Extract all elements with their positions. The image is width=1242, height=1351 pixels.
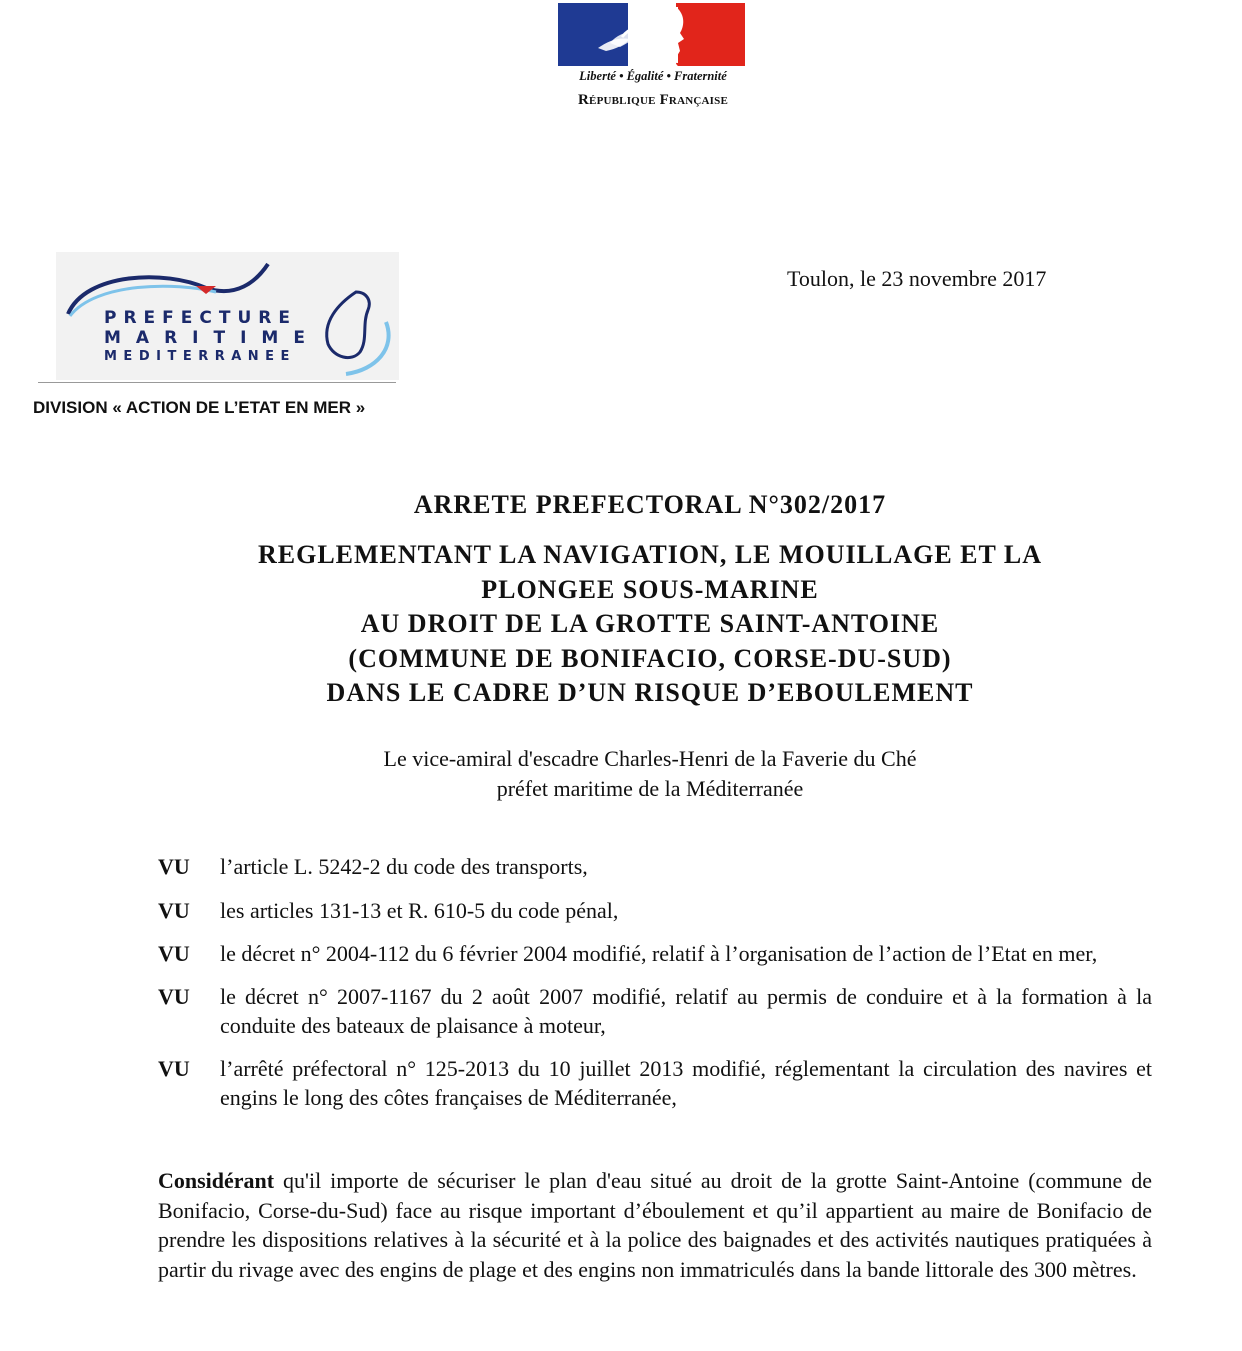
authority-block bbox=[150, 744, 1150, 804]
visa-keyword: VU bbox=[158, 897, 190, 923]
prefecture-logo-line-3: MEDITERRANEE bbox=[104, 349, 296, 364]
prefecture-maritime-logo bbox=[56, 252, 399, 380]
visa-item bbox=[158, 939, 1152, 969]
considerant-keyword: Considérant bbox=[158, 1168, 275, 1193]
decree-subtitle bbox=[150, 538, 1150, 711]
visa-text: le décret n° 2007-1167 du 2 août 2007 modifié, relatif au permis de conduire et à la formation à la conduite des bateaux de plaisance à moteur, bbox=[220, 983, 1152, 1038]
subtitle-line: (COMMUNE DE BONIFACIO, CORSE-DU-SUD) bbox=[348, 643, 952, 673]
visa-list bbox=[158, 852, 1152, 1113]
visa-keyword: VU bbox=[158, 1055, 190, 1081]
republic-name: République Française bbox=[578, 92, 728, 108]
visa-item bbox=[158, 982, 1152, 1041]
visa-text: l’arrêté préfectoral n° 125-2013 du 10 juillet 2013 modifié, réglementant la circulation des navires et engins le long des côtes françaises de Méditerranée, bbox=[220, 1055, 1152, 1110]
dateline: Toulon, le 23 novembre 2017 bbox=[787, 266, 1047, 291]
division-label: DIVISION « ACTION DE L’ETAT EN MER » bbox=[33, 398, 366, 417]
republic-motto: Liberté • Égalité • Fraternité bbox=[579, 69, 727, 83]
prefecture-logo-line-2: MARITIME bbox=[104, 328, 320, 348]
visa-keyword: VU bbox=[158, 941, 190, 966]
authority-title: préfet maritime de la Méditerranée bbox=[496, 776, 804, 801]
visa-keyword: VU bbox=[158, 854, 190, 879]
prefecture-logo-line-1: PREFECTURE bbox=[104, 308, 297, 328]
marianne-flag-icon bbox=[558, 3, 745, 66]
visa-keyword: VU bbox=[158, 983, 190, 1009]
logo-divider bbox=[38, 382, 396, 383]
visa-item bbox=[158, 896, 1152, 926]
visa-item bbox=[158, 852, 1152, 882]
authority-name: Le vice-amiral d'escadre Charles-Henri de la Faverie du Ché bbox=[383, 746, 917, 771]
subtitle-line: DANS LE CADRE D’UN RISQUE D’EBOULEMENT bbox=[326, 678, 974, 707]
visa-text: l’article L. 5242-2 du code des transports, bbox=[220, 854, 588, 879]
subtitle-line: PLONGEE SOUS-MARINE bbox=[481, 574, 819, 604]
considerant-text: qu'il importe de sécuriser le plan d'eau situé au droit de la grotte Saint-Antoine (commune de Bonifacio, Corse-du-Sud) face au risque important d’éboulement et qu’il appartient au maire de Bonifacio de prendre les dispositions relatives à la sécurité et à la police des baignades et des activités nautiques pratiquées à partir du rivage avec des engins de plage et des engins non immatriculés dans la bande littorale des 300 mètres. bbox=[158, 1168, 1152, 1282]
visa-item bbox=[158, 1054, 1152, 1113]
considerant-paragraph bbox=[158, 1166, 1152, 1284]
subtitle-line: REGLEMENTANT LA NAVIGATION, LE MOUILLAGE ET LA bbox=[257, 540, 1043, 569]
visa-text: les articles 131-13 et R. 610-5 du code pénal, bbox=[220, 897, 619, 923]
subtitle-line: AU DROIT DE LA GROTTE SAINT-ANTOINE bbox=[360, 609, 940, 638]
visa-text: le décret n° 2004-112 du 6 février 2004 modifié, relatif à l’organisation de l’action de l’Etat en mer, bbox=[220, 941, 1098, 966]
republique-francaise-logo bbox=[558, 3, 748, 113]
decree-title: ARRETE PREFECTORAL N°302/2017 bbox=[413, 490, 887, 519]
